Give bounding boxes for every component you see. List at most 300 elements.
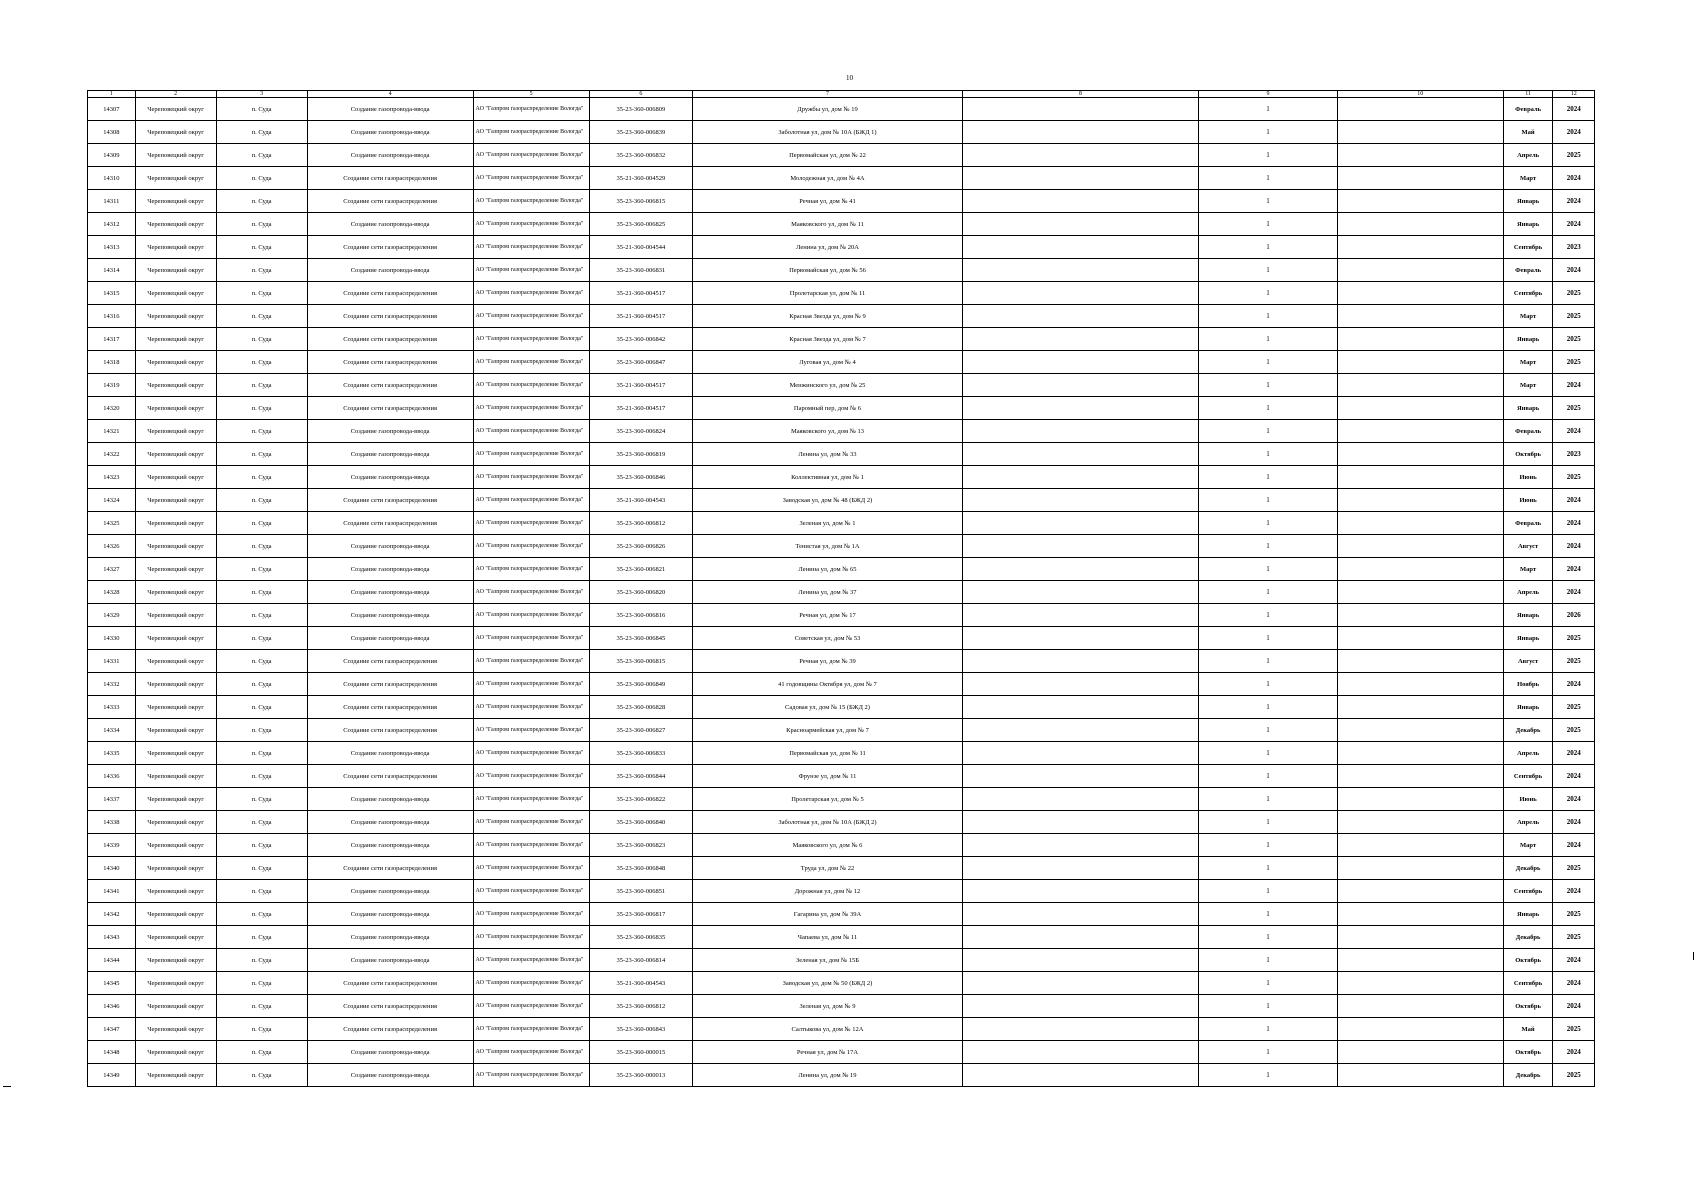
row-id: 14311	[88, 190, 136, 213]
district-cell: Череповецкий округ	[135, 282, 216, 305]
work-type-cell: Создание сети газораспределения	[307, 374, 473, 397]
column-10-cell	[1337, 673, 1503, 696]
table-row	[88, 351, 1595, 374]
year-cell: 2024	[1553, 121, 1595, 144]
address-cell: Труда ул, дом № 22	[693, 857, 962, 880]
column-10-cell	[1337, 489, 1503, 512]
year-cell: 2023	[1553, 236, 1595, 259]
organization-cell: АО "Газпром газораспределение Вологда"	[473, 604, 589, 627]
month-cell: Сентябрь	[1503, 880, 1553, 903]
district-cell: Череповецкий округ	[135, 144, 216, 167]
month-cell: Июнь	[1503, 788, 1553, 811]
cadastral-number-cell: 35-23-360-006821	[589, 558, 693, 581]
work-type-cell: Создание газопровода-ввода	[307, 558, 473, 581]
cadastral-number-cell: 35-23-360-006831	[589, 259, 693, 282]
district-cell: Череповецкий округ	[135, 627, 216, 650]
row-id: 14342	[88, 903, 136, 926]
flag-cell: 1	[1199, 443, 1338, 466]
settlement-cell: п. Суда	[216, 397, 307, 420]
column-8-cell	[962, 397, 1198, 420]
column-8-cell	[962, 305, 1198, 328]
settlement-cell: п. Суда	[216, 719, 307, 742]
cadastral-number-cell: 35-23-360-006816	[589, 604, 693, 627]
column-8-cell	[962, 121, 1198, 144]
address-cell: Первомайская ул, дом № 22	[693, 144, 962, 167]
month-cell: Декабрь	[1503, 719, 1553, 742]
row-id: 14338	[88, 811, 136, 834]
year-cell: 2024	[1553, 98, 1595, 121]
address-cell: Менжинского ул, дом № 25	[693, 374, 962, 397]
row-id: 14318	[88, 351, 136, 374]
address-cell: Зеленая ул, дом № 9	[693, 995, 962, 1018]
cadastral-number-cell: 35-21-360-004544	[589, 236, 693, 259]
settlement-cell: п. Суда	[216, 535, 307, 558]
column-10-cell	[1337, 351, 1503, 374]
flag-cell: 1	[1199, 811, 1338, 834]
cadastral-number-cell: 35-23-360-006814	[589, 949, 693, 972]
organization-cell: АО "Газпром газораспределение Вологда"	[473, 328, 589, 351]
month-cell: Январь	[1503, 397, 1553, 420]
address-cell: Речная ул, дом № 17	[693, 604, 962, 627]
column-number-3: 3	[216, 91, 307, 98]
month-cell: Ноябрь	[1503, 673, 1553, 696]
address-cell: Дорожная ул, дом № 12	[693, 880, 962, 903]
organization-cell: АО "Газпром газораспределение Вологда"	[473, 949, 589, 972]
flag-cell: 1	[1199, 834, 1338, 857]
settlement-cell: п. Суда	[216, 926, 307, 949]
organization-cell: АО "Газпром газораспределение Вологда"	[473, 98, 589, 121]
address-cell: Ленина ул, дом № 19	[693, 1064, 962, 1087]
table-row	[88, 190, 1595, 213]
column-10-cell	[1337, 282, 1503, 305]
organization-cell: АО "Газпром газораспределение Вологда"	[473, 1064, 589, 1087]
address-cell: Гагарина ул, дом № 39А	[693, 903, 962, 926]
organization-cell: АО "Газпром газораспределение Вологда"	[473, 811, 589, 834]
settlement-cell: п. Суда	[216, 650, 307, 673]
row-id: 14332	[88, 673, 136, 696]
district-cell: Череповецкий округ	[135, 190, 216, 213]
address-cell: Маяковского ул, дом № 11	[693, 213, 962, 236]
cadastral-number-cell: 35-23-360-006822	[589, 788, 693, 811]
column-8-cell	[962, 696, 1198, 719]
column-8-cell	[962, 259, 1198, 282]
column-8-cell	[962, 98, 1198, 121]
column-8-cell	[962, 328, 1198, 351]
organization-cell: АО "Газпром газораспределение Вологда"	[473, 259, 589, 282]
table-row	[88, 742, 1595, 765]
work-type-cell: Создание газопровода-ввода	[307, 121, 473, 144]
address-cell: Коллективная ул, дом № 1	[693, 466, 962, 489]
gasification-register-table	[87, 90, 1595, 1087]
column-number-2: 2	[135, 91, 216, 98]
cadastral-number-cell: 35-21-360-004517	[589, 397, 693, 420]
year-cell: 2024	[1553, 213, 1595, 236]
year-cell: 2024	[1553, 558, 1595, 581]
cadastral-number-cell: 35-23-360-006812	[589, 512, 693, 535]
organization-cell: АО "Газпром газораспределение Вологда"	[473, 1041, 589, 1064]
left-margin-mark	[3, 1086, 11, 1087]
work-type-cell: Создание сети газораспределения	[307, 1018, 473, 1041]
flag-cell: 1	[1199, 213, 1338, 236]
work-type-cell: Создание сети газораспределения	[307, 765, 473, 788]
organization-cell: АО "Газпром газораспределение Вологда"	[473, 719, 589, 742]
year-cell: 2024	[1553, 512, 1595, 535]
column-10-cell	[1337, 604, 1503, 627]
column-10-cell	[1337, 535, 1503, 558]
district-cell: Череповецкий округ	[135, 903, 216, 926]
table-row	[88, 650, 1595, 673]
table-row	[88, 581, 1595, 604]
flag-cell: 1	[1199, 236, 1338, 259]
settlement-cell: п. Суда	[216, 949, 307, 972]
work-type-cell: Создание газопровода-ввода	[307, 1041, 473, 1064]
column-8-cell	[962, 972, 1198, 995]
column-number-6: 6	[589, 91, 693, 98]
cadastral-number-cell: 35-21-360-004517	[589, 305, 693, 328]
cadastral-number-cell: 35-23-360-006835	[589, 926, 693, 949]
cadastral-number-cell: 35-21-360-004517	[589, 282, 693, 305]
settlement-cell: п. Суда	[216, 673, 307, 696]
page-number: 10	[846, 74, 853, 82]
district-cell: Череповецкий округ	[135, 788, 216, 811]
work-type-cell: Создание сети газораспределения	[307, 972, 473, 995]
work-type-cell: Создание газопровода-ввода	[307, 627, 473, 650]
address-cell: Заводская ул, дом № 48 (БЖД 2)	[693, 489, 962, 512]
settlement-cell: п. Суда	[216, 282, 307, 305]
district-cell: Череповецкий округ	[135, 650, 216, 673]
column-8-cell	[962, 1064, 1198, 1087]
row-id: 14346	[88, 995, 136, 1018]
row-id: 14344	[88, 949, 136, 972]
column-8-cell	[962, 903, 1198, 926]
table-row	[88, 443, 1595, 466]
table-row	[88, 98, 1595, 121]
cadastral-number-cell: 35-21-360-004517	[589, 374, 693, 397]
row-id: 14322	[88, 443, 136, 466]
cadastral-number-cell: 35-23-360-006844	[589, 765, 693, 788]
column-10-cell	[1337, 811, 1503, 834]
row-id: 14329	[88, 604, 136, 627]
row-id: 14345	[88, 972, 136, 995]
work-type-cell: Создание сети газораспределения	[307, 282, 473, 305]
organization-cell: АО "Газпром газораспределение Вологда"	[473, 857, 589, 880]
column-8-cell	[962, 719, 1198, 742]
column-8-cell	[962, 857, 1198, 880]
district-cell: Череповецкий округ	[135, 558, 216, 581]
year-cell: 2025	[1553, 466, 1595, 489]
table-row	[88, 512, 1595, 535]
settlement-cell: п. Суда	[216, 443, 307, 466]
work-type-cell: Создание сети газораспределения	[307, 673, 473, 696]
table-row	[88, 213, 1595, 236]
column-8-cell	[962, 742, 1198, 765]
year-cell: 2024	[1553, 995, 1595, 1018]
column-10-cell	[1337, 696, 1503, 719]
row-id: 14325	[88, 512, 136, 535]
address-cell: Луговая ул, дом № 4	[693, 351, 962, 374]
address-cell: Ленина ул, дом № 33	[693, 443, 962, 466]
work-type-cell: Создание сети газораспределения	[307, 512, 473, 535]
work-type-cell: Создание газопровода-ввода	[307, 604, 473, 627]
column-8-cell	[962, 788, 1198, 811]
flag-cell: 1	[1199, 374, 1338, 397]
district-cell: Череповецкий округ	[135, 328, 216, 351]
organization-cell: АО "Газпром газораспределение Вологда"	[473, 926, 589, 949]
column-10-cell	[1337, 443, 1503, 466]
column-10-cell	[1337, 167, 1503, 190]
address-cell: Речная ул, дом № 17А	[693, 1041, 962, 1064]
district-cell: Череповецкий округ	[135, 581, 216, 604]
month-cell: Апрель	[1503, 581, 1553, 604]
address-cell: Красная Звезда ул, дом № 9	[693, 305, 962, 328]
column-10-cell	[1337, 627, 1503, 650]
cadastral-number-cell: 35-23-360-006827	[589, 719, 693, 742]
row-id: 14349	[88, 1064, 136, 1087]
work-type-cell: Создание газопровода-ввода	[307, 144, 473, 167]
district-cell: Череповецкий округ	[135, 443, 216, 466]
settlement-cell: п. Суда	[216, 190, 307, 213]
table-row	[88, 1064, 1595, 1087]
work-type-cell: Создание газопровода-ввода	[307, 834, 473, 857]
table-row	[88, 1018, 1595, 1041]
month-cell: Январь	[1503, 328, 1553, 351]
table-row	[88, 420, 1595, 443]
cadastral-number-cell: 35-23-360-006817	[589, 903, 693, 926]
work-type-cell: Создание газопровода-ввода	[307, 903, 473, 926]
column-10-cell	[1337, 949, 1503, 972]
address-cell: Первомайская ул, дом № 56	[693, 259, 962, 282]
year-cell: 2025	[1553, 282, 1595, 305]
organization-cell: АО "Газпром газораспределение Вологда"	[473, 282, 589, 305]
address-cell: Маяковского ул, дом № 13	[693, 420, 962, 443]
organization-cell: АО "Газпром газораспределение Вологда"	[473, 443, 589, 466]
column-number-row	[88, 91, 1595, 98]
settlement-cell: п. Суда	[216, 420, 307, 443]
month-cell: Февраль	[1503, 512, 1553, 535]
flag-cell: 1	[1199, 535, 1338, 558]
cadastral-number-cell: 35-23-360-000015	[589, 1041, 693, 1064]
address-cell: Ленина ул, дом № 65	[693, 558, 962, 581]
district-cell: Череповецкий округ	[135, 213, 216, 236]
row-id: 14320	[88, 397, 136, 420]
settlement-cell: п. Суда	[216, 857, 307, 880]
flag-cell: 1	[1199, 1041, 1338, 1064]
row-id: 14341	[88, 880, 136, 903]
organization-cell: АО "Газпром газораспределение Вологда"	[473, 1018, 589, 1041]
work-type-cell: Создание сети газораспределения	[307, 995, 473, 1018]
organization-cell: АО "Газпром газораспределение Вологда"	[473, 236, 589, 259]
settlement-cell: п. Суда	[216, 98, 307, 121]
month-cell: Октябрь	[1503, 443, 1553, 466]
settlement-cell: п. Суда	[216, 972, 307, 995]
year-cell: 2024	[1553, 811, 1595, 834]
table-row	[88, 857, 1595, 880]
year-cell: 2024	[1553, 1041, 1595, 1064]
settlement-cell: п. Суда	[216, 1041, 307, 1064]
settlement-cell: п. Суда	[216, 834, 307, 857]
row-id: 14324	[88, 489, 136, 512]
work-type-cell: Создание газопровода-ввода	[307, 926, 473, 949]
cadastral-number-cell: 35-23-360-006833	[589, 742, 693, 765]
column-8-cell	[962, 880, 1198, 903]
organization-cell: АО "Газпром газораспределение Вологда"	[473, 742, 589, 765]
row-id: 14323	[88, 466, 136, 489]
table-row	[88, 834, 1595, 857]
address-cell: Дружбы ул, дом № 19	[693, 98, 962, 121]
row-id: 14333	[88, 696, 136, 719]
month-cell: Сентябрь	[1503, 236, 1553, 259]
organization-cell: АО "Газпром газораспределение Вологда"	[473, 305, 589, 328]
address-cell: Советская ул, дом № 53	[693, 627, 962, 650]
table-row	[88, 466, 1595, 489]
month-cell: Август	[1503, 650, 1553, 673]
month-cell: Март	[1503, 834, 1553, 857]
table-row	[88, 972, 1595, 995]
year-cell: 2024	[1553, 834, 1595, 857]
settlement-cell: п. Суда	[216, 811, 307, 834]
month-cell: Май	[1503, 121, 1553, 144]
address-cell: Фрунзе ул, дом № 11	[693, 765, 962, 788]
row-id: 14316	[88, 305, 136, 328]
cadastral-number-cell: 35-23-360-006825	[589, 213, 693, 236]
column-8-cell	[962, 834, 1198, 857]
table-row	[88, 903, 1595, 926]
column-8-cell	[962, 213, 1198, 236]
month-cell: Октябрь	[1503, 949, 1553, 972]
column-10-cell	[1337, 742, 1503, 765]
table-row	[88, 305, 1595, 328]
work-type-cell: Создание газопровода-ввода	[307, 949, 473, 972]
work-type-cell: Создание газопровода-ввода	[307, 1064, 473, 1087]
column-10-cell	[1337, 788, 1503, 811]
column-8-cell	[962, 765, 1198, 788]
settlement-cell: п. Суда	[216, 788, 307, 811]
table-row	[88, 1041, 1595, 1064]
column-number-11: 11	[1503, 91, 1553, 98]
flag-cell: 1	[1199, 282, 1338, 305]
settlement-cell: п. Суда	[216, 627, 307, 650]
column-10-cell	[1337, 926, 1503, 949]
table-row	[88, 926, 1595, 949]
organization-cell: АО "Газпром газораспределение Вологда"	[473, 834, 589, 857]
row-id: 14337	[88, 788, 136, 811]
column-8-cell	[962, 167, 1198, 190]
table-row	[88, 144, 1595, 167]
district-cell: Череповецкий округ	[135, 673, 216, 696]
table-row	[88, 374, 1595, 397]
address-cell: Паромный пер, дом № 6	[693, 397, 962, 420]
address-cell: Красная Звезда ул, дом № 7	[693, 328, 962, 351]
table-row	[88, 995, 1595, 1018]
district-cell: Череповецкий округ	[135, 719, 216, 742]
work-type-cell: Создание сети газораспределения	[307, 696, 473, 719]
address-cell: Пролетарская ул, дом № 11	[693, 282, 962, 305]
table-row	[88, 696, 1595, 719]
organization-cell: АО "Газпром газораспределение Вологда"	[473, 972, 589, 995]
cadastral-number-cell: 35-23-360-006819	[589, 443, 693, 466]
table-row	[88, 489, 1595, 512]
column-10-cell	[1337, 765, 1503, 788]
table-row	[88, 627, 1595, 650]
column-8-cell	[962, 420, 1198, 443]
column-10-cell	[1337, 259, 1503, 282]
organization-cell: АО "Газпром газораспределение Вологда"	[473, 581, 589, 604]
district-cell: Череповецкий округ	[135, 972, 216, 995]
cadastral-number-cell: 35-23-360-006809	[589, 98, 693, 121]
settlement-cell: п. Суда	[216, 144, 307, 167]
address-cell: Садовая ул, дом № 15 (БЖД 2)	[693, 696, 962, 719]
table-row	[88, 719, 1595, 742]
work-type-cell: Создание газопровода-ввода	[307, 880, 473, 903]
column-number-1: 1	[88, 91, 136, 98]
column-8-cell	[962, 1018, 1198, 1041]
column-10-cell	[1337, 1064, 1503, 1087]
column-8-cell	[962, 144, 1198, 167]
row-id: 14331	[88, 650, 136, 673]
year-cell: 2025	[1553, 903, 1595, 926]
flag-cell: 1	[1199, 1018, 1338, 1041]
district-cell: Череповецкий округ	[135, 489, 216, 512]
column-10-cell	[1337, 466, 1503, 489]
cadastral-number-cell: 35-23-360-006848	[589, 857, 693, 880]
settlement-cell: п. Суда	[216, 696, 307, 719]
cadastral-number-cell: 35-23-360-006842	[589, 328, 693, 351]
row-id: 14340	[88, 857, 136, 880]
year-cell: 2024	[1553, 374, 1595, 397]
flag-cell: 1	[1199, 328, 1338, 351]
table-row	[88, 765, 1595, 788]
organization-cell: АО "Газпром газораспределение Вологда"	[473, 397, 589, 420]
settlement-cell: п. Суда	[216, 903, 307, 926]
district-cell: Череповецкий округ	[135, 351, 216, 374]
organization-cell: АО "Газпром газораспределение Вологда"	[473, 535, 589, 558]
table-row	[88, 259, 1595, 282]
district-cell: Череповецкий округ	[135, 696, 216, 719]
flag-cell: 1	[1199, 397, 1338, 420]
row-id: 14312	[88, 213, 136, 236]
year-cell: 2024	[1553, 880, 1595, 903]
district-cell: Череповецкий округ	[135, 857, 216, 880]
flag-cell: 1	[1199, 742, 1338, 765]
year-cell: 2024	[1553, 259, 1595, 282]
cadastral-number-cell: 35-23-360-006820	[589, 581, 693, 604]
settlement-cell: п. Суда	[216, 213, 307, 236]
address-cell: Тенистая ул, дом № 1А	[693, 535, 962, 558]
work-type-cell: Создание газопровода-ввода	[307, 535, 473, 558]
address-cell: Красноармейская ул, дом № 7	[693, 719, 962, 742]
column-8-cell	[962, 604, 1198, 627]
organization-cell: АО "Газпром газораспределение Вологда"	[473, 489, 589, 512]
column-8-cell	[962, 466, 1198, 489]
settlement-cell: п. Суда	[216, 489, 307, 512]
month-cell: Март	[1503, 374, 1553, 397]
column-10-cell	[1337, 190, 1503, 213]
flag-cell: 1	[1199, 719, 1338, 742]
year-cell: 2025	[1553, 650, 1595, 673]
work-type-cell: Создание газопровода-ввода	[307, 443, 473, 466]
work-type-cell: Создание сети газораспределения	[307, 167, 473, 190]
flag-cell: 1	[1199, 144, 1338, 167]
organization-cell: АО "Газпром газораспределение Вологда"	[473, 190, 589, 213]
flag-cell: 1	[1199, 512, 1338, 535]
right-margin-mark	[1693, 952, 1694, 960]
month-cell: Март	[1503, 167, 1553, 190]
column-10-cell	[1337, 558, 1503, 581]
row-id: 14334	[88, 719, 136, 742]
work-type-cell: Создание сети газораспределения	[307, 650, 473, 673]
district-cell: Череповецкий округ	[135, 98, 216, 121]
organization-cell: АО "Газпром газораспределение Вологда"	[473, 650, 589, 673]
